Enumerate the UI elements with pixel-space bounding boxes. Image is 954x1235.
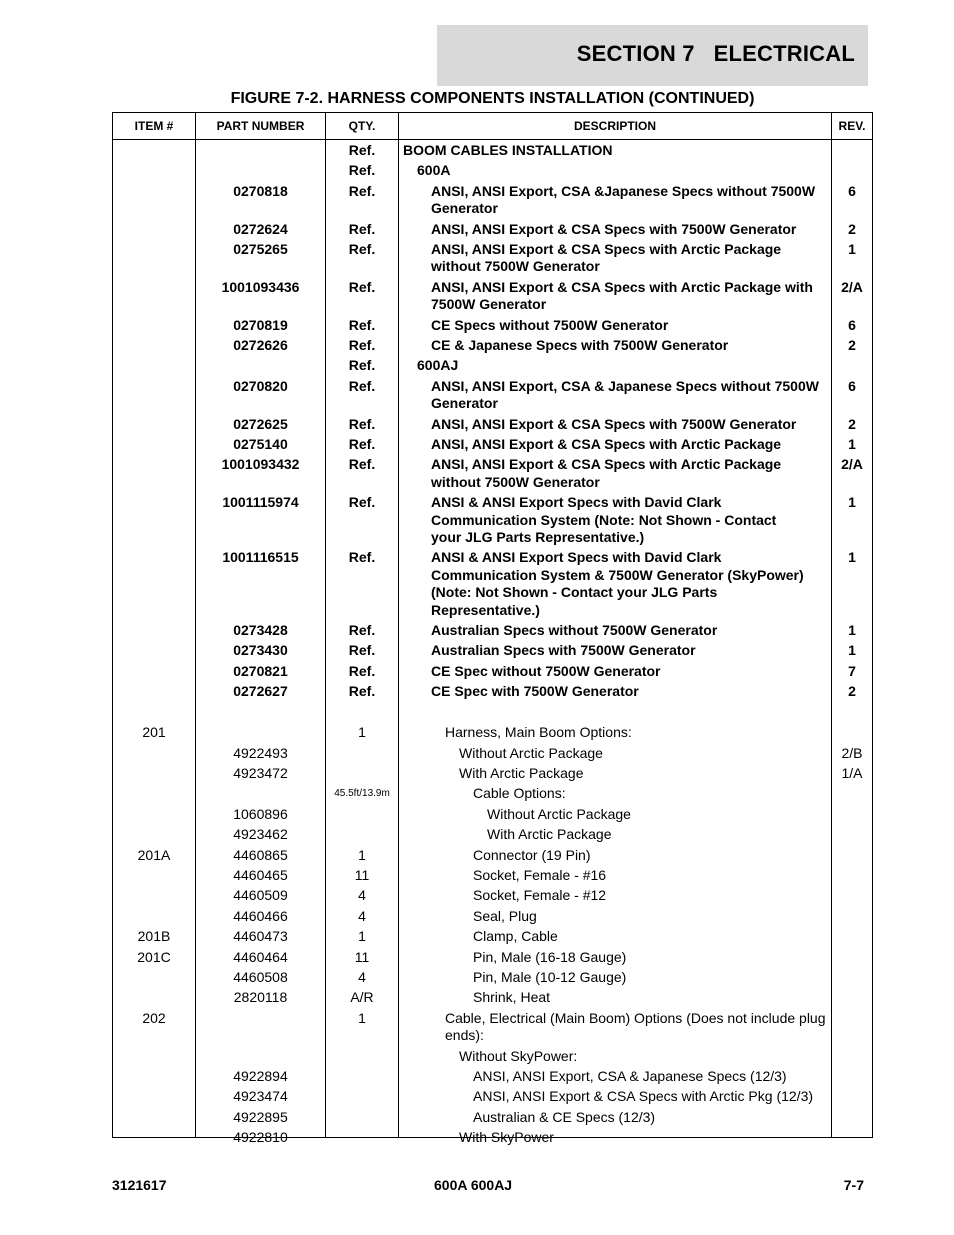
description-line: CE & Japanese Specs with 7500W Generator bbox=[431, 337, 729, 353]
part-number-cell: 0270818 bbox=[233, 182, 288, 199]
qty-cell: Ref. bbox=[348, 357, 376, 374]
item-number-cell: 202 bbox=[142, 1009, 166, 1026]
description-line: BOOM CABLES INSTALLATION bbox=[403, 142, 613, 158]
description-line: ANSI, ANSI Export & CSA Specs with Arctic Pkg (12/3) bbox=[473, 1088, 814, 1105]
qty-cell: 1 bbox=[358, 846, 366, 863]
description-line: 600AJ bbox=[417, 357, 459, 374]
qty-cell: A/R bbox=[350, 989, 374, 1006]
description-line: without 7500W Generator bbox=[431, 473, 600, 490]
description-cell bbox=[403, 1129, 830, 1146]
description-line: Australian Specs without 7500W Generator bbox=[431, 622, 718, 638]
description-line: With Arctic Package bbox=[459, 764, 584, 781]
part-number-cell: 0270819 bbox=[233, 316, 288, 333]
part-number-cell: 0270820 bbox=[233, 377, 288, 394]
description-line: ANSI & ANSI Export Specs with David Clark bbox=[431, 494, 722, 511]
description-cell bbox=[403, 622, 830, 639]
description-line: With SkyPower bbox=[459, 1129, 554, 1146]
qty-cell: 4 bbox=[358, 968, 366, 985]
parts-table bbox=[112, 112, 873, 1146]
part-number-cell: 1001116515 bbox=[222, 549, 299, 566]
part-number-cell: 1001115974 bbox=[222, 494, 299, 511]
description-line: Australian Specs with 7500W Generator bbox=[431, 642, 696, 659]
qty-cell: Ref. bbox=[348, 549, 376, 566]
description-cell bbox=[403, 142, 830, 159]
rev-cell: 1 bbox=[848, 436, 856, 452]
part-number-cell: 1001093432 bbox=[221, 456, 300, 473]
qty-cell: Ref. bbox=[348, 662, 376, 679]
qty-cell: Ref. bbox=[348, 337, 376, 353]
description-cell bbox=[403, 183, 830, 218]
description-line: ANSI, ANSI Export, CSA &Japanese Specs without 7500W bbox=[431, 182, 816, 199]
description-line: ANSI, ANSI Export & CSA Specs with 7500W Generator bbox=[431, 220, 797, 237]
part-number-cell: 4922894 bbox=[233, 1067, 288, 1084]
rev-cell: 2 bbox=[848, 220, 856, 237]
part-number-cell: 4923474 bbox=[233, 1088, 288, 1105]
qty-cell: Ref. bbox=[348, 415, 376, 432]
column-header-part-number: PART NUMBER bbox=[216, 119, 305, 133]
qty-cell: Ref. bbox=[348, 241, 376, 257]
description-cell bbox=[403, 456, 830, 491]
description-line: CE Specs without 7500W Generator bbox=[431, 316, 669, 333]
rev-cell: 7 bbox=[848, 662, 856, 679]
part-number-cell: 4460464 bbox=[233, 948, 288, 965]
description-line: ends): bbox=[445, 1027, 484, 1044]
part-number-cell: 4922895 bbox=[233, 1108, 288, 1125]
description-cell bbox=[403, 806, 830, 823]
qty-cell: Ref. bbox=[348, 456, 376, 473]
description-cell bbox=[403, 549, 830, 619]
description-cell bbox=[403, 1088, 830, 1105]
description-cell bbox=[403, 357, 830, 374]
rev-cell: 1 bbox=[848, 622, 856, 638]
description-cell bbox=[403, 279, 830, 314]
part-number-cell: 1001093436 bbox=[221, 278, 300, 295]
description-cell bbox=[403, 969, 830, 986]
description-line: Without SkyPower: bbox=[459, 1047, 578, 1064]
qty-cell: 4 bbox=[358, 907, 366, 924]
part-number-cell: 0273430 bbox=[233, 642, 288, 659]
qty-cell: Ref. bbox=[348, 436, 376, 452]
qty-cell: Ref. bbox=[348, 642, 376, 659]
description-cell bbox=[403, 317, 830, 334]
qty-cell: 4 bbox=[358, 887, 366, 904]
header-divider bbox=[113, 139, 872, 140]
description-line: ANSI & ANSI Export Specs with David Clark bbox=[431, 549, 722, 566]
part-number-cell: 4923472 bbox=[233, 764, 288, 781]
description-cell bbox=[403, 724, 830, 741]
rev-cell: 1 bbox=[848, 241, 856, 257]
description-line: Harness, Main Boom Options: bbox=[445, 724, 632, 741]
description-cell bbox=[403, 1010, 830, 1045]
part-number-cell: 4922810 bbox=[233, 1129, 288, 1146]
description-line: ANSI, ANSI Export & CSA Specs with 7500W Generator bbox=[431, 415, 797, 432]
description-line: Without Arctic Package bbox=[487, 805, 631, 822]
description-line: Socket, Female - #16 bbox=[473, 866, 607, 883]
description-line: your JLG Parts Representative.) bbox=[431, 529, 645, 545]
item-number-cell: 201C bbox=[137, 948, 171, 965]
description-cell bbox=[403, 1048, 830, 1065]
qty-cell: 1 bbox=[358, 928, 366, 945]
description-line: Seal, Plug bbox=[473, 907, 537, 924]
part-number-cell: 2820118 bbox=[233, 989, 288, 1006]
part-number-cell: 4460865 bbox=[233, 846, 288, 863]
item-number-cell: 201 bbox=[142, 724, 166, 741]
qty-cell: 11 bbox=[354, 866, 370, 883]
column-divider bbox=[398, 113, 399, 1137]
description-line: Connector (19 Pin) bbox=[473, 846, 591, 863]
footer-doc-number: 3121617 bbox=[112, 1177, 167, 1193]
description-cell bbox=[403, 241, 830, 276]
description-line: without 7500W Generator bbox=[431, 258, 600, 275]
part-number-cell: 4460473 bbox=[233, 928, 288, 945]
description-cell bbox=[403, 826, 830, 843]
description-line: Pin, Male (10-12 Gauge) bbox=[473, 968, 627, 985]
description-cell bbox=[403, 1068, 830, 1085]
part-number-cell: 0272624 bbox=[233, 220, 288, 237]
rev-cell: 6 bbox=[848, 182, 856, 199]
qty-cell: Ref. bbox=[348, 220, 376, 237]
description-cell bbox=[403, 663, 830, 680]
qty-cell: Ref. bbox=[348, 142, 376, 158]
description-cell bbox=[403, 378, 830, 413]
description-line: ANSI, ANSI Export, CSA & Japanese Specs (12/3) bbox=[473, 1067, 787, 1084]
description-cell bbox=[403, 867, 830, 884]
rev-cell: 2 bbox=[848, 415, 856, 432]
description-line: Communication System & 7500W Generator (SkyPower) bbox=[431, 566, 804, 583]
qty-cell: 11 bbox=[354, 948, 370, 965]
description-cell bbox=[403, 745, 830, 762]
description-line: ANSI, ANSI Export, CSA & Japanese Specs without 7500W bbox=[431, 377, 819, 394]
qty-cell: Ref. bbox=[348, 622, 376, 638]
rev-cell: 2/A bbox=[841, 278, 863, 295]
part-number-cell: 0275265 bbox=[233, 241, 288, 257]
column-header-qty: QTY. bbox=[348, 119, 376, 133]
rev-cell: 1 bbox=[848, 642, 856, 659]
rev-cell: 6 bbox=[848, 377, 856, 394]
description-cell bbox=[403, 494, 830, 546]
part-number-cell: 4460508 bbox=[233, 968, 288, 985]
description-line: Australian & CE Specs (12/3) bbox=[473, 1108, 656, 1125]
qty-cell: Ref. bbox=[348, 377, 376, 394]
rev-cell: 2/A bbox=[841, 456, 863, 473]
qty-cell: Ref. bbox=[348, 182, 376, 199]
item-number-cell: 201A bbox=[137, 846, 171, 863]
part-number-cell: 4922493 bbox=[233, 744, 288, 761]
description-cell bbox=[403, 847, 830, 864]
description-cell bbox=[403, 949, 830, 966]
rev-cell: 2 bbox=[848, 337, 856, 353]
description-cell bbox=[403, 221, 830, 238]
part-number-cell: 0272627 bbox=[233, 683, 288, 700]
footer-model: 600A 600AJ bbox=[434, 1177, 513, 1193]
part-number-cell: 0272625 bbox=[233, 415, 288, 432]
part-number-cell: 4460466 bbox=[233, 907, 288, 924]
item-number-cell: 201B bbox=[137, 928, 171, 945]
rev-cell: 6 bbox=[848, 316, 856, 333]
qty-cell: Ref. bbox=[348, 316, 376, 333]
description-line: CE Spec without 7500W Generator bbox=[431, 662, 661, 679]
description-line: Clamp, Cable bbox=[473, 928, 558, 945]
description-line: ANSI, ANSI Export & CSA Specs with Arctic Package bbox=[431, 436, 782, 452]
figure-title: FIGURE 7-2. HARNESS COMPONENTS INSTALLATION (CONTINUED) bbox=[230, 90, 755, 107]
description-line: Pin, Male (16-18 Gauge) bbox=[473, 948, 627, 965]
part-number-cell: 0275140 bbox=[233, 436, 288, 452]
description-cell bbox=[403, 1109, 830, 1126]
description-line: (Note: Not Shown - Contact your JLG Parts bbox=[431, 584, 718, 601]
section-title: SECTION 7 ELECTRICAL bbox=[576, 41, 855, 66]
column-header-item: ITEM # bbox=[134, 119, 174, 133]
description-line: ANSI, ANSI Export & CSA Specs with Arctic Package with bbox=[431, 278, 813, 295]
description-cell bbox=[403, 989, 830, 1006]
description-cell bbox=[403, 416, 830, 433]
description-line: 600A bbox=[417, 162, 451, 179]
description-line: Cable Options: bbox=[473, 785, 566, 802]
rev-cell: 2/B bbox=[841, 744, 863, 761]
description-line: Communication System (Note: Not Shown - Contact bbox=[431, 511, 777, 528]
description-line: ANSI, ANSI Export & CSA Specs with Arctic Package bbox=[431, 241, 782, 257]
description-line: With Arctic Package bbox=[487, 826, 612, 843]
column-header-rev: REV. bbox=[838, 119, 866, 133]
qty-cell: 45.5ft/13.9m bbox=[334, 788, 390, 800]
description-line: Generator bbox=[431, 395, 498, 412]
description-line: Representative.) bbox=[431, 601, 540, 618]
description-cell bbox=[403, 928, 830, 945]
part-number-cell: 0273428 bbox=[233, 622, 288, 638]
rev-cell: 1/A bbox=[841, 764, 863, 781]
description-cell bbox=[403, 642, 830, 659]
part-number-cell: 4460509 bbox=[233, 887, 288, 904]
rev-cell: 1 bbox=[848, 494, 856, 511]
description-line: ANSI, ANSI Export & CSA Specs with Arctic Package bbox=[431, 456, 782, 473]
part-number-cell: 4460465 bbox=[233, 866, 288, 883]
rev-cell: 2 bbox=[848, 683, 856, 700]
description-line: Socket, Female - #12 bbox=[473, 887, 607, 904]
description-cell bbox=[403, 785, 830, 802]
part-number-cell: 0270821 bbox=[233, 662, 288, 679]
description-cell bbox=[403, 683, 830, 700]
description-line: CE Spec with 7500W Generator bbox=[431, 683, 639, 700]
description-cell bbox=[403, 908, 830, 925]
part-number-cell: 4923462 bbox=[233, 826, 288, 843]
description-line: 7500W Generator bbox=[431, 296, 547, 313]
part-number-cell: 0272626 bbox=[233, 337, 288, 353]
qty-cell: Ref. bbox=[348, 494, 376, 511]
qty-cell: 1 bbox=[358, 1009, 366, 1026]
qty-cell: Ref. bbox=[348, 683, 376, 700]
qty-cell: Ref. bbox=[348, 278, 376, 295]
rev-cell: 1 bbox=[848, 549, 856, 566]
part-number-cell: 1060896 bbox=[233, 805, 288, 822]
footer-page-number: 7-7 bbox=[843, 1177, 864, 1193]
description-cell bbox=[403, 162, 830, 179]
description-cell bbox=[403, 887, 830, 904]
description-cell bbox=[403, 436, 830, 453]
description-line: Cable, Electrical (Main Boom) Options (Does not include plug bbox=[445, 1009, 826, 1026]
qty-cell: Ref. bbox=[348, 162, 376, 179]
description-cell bbox=[403, 765, 830, 782]
column-header-description: DESCRIPTION bbox=[573, 119, 656, 133]
description-line: Without Arctic Package bbox=[459, 744, 603, 761]
description-line: Shrink, Heat bbox=[473, 989, 551, 1006]
description-line: Generator bbox=[431, 200, 498, 217]
description-cell bbox=[403, 337, 830, 354]
qty-cell: 1 bbox=[358, 724, 366, 741]
